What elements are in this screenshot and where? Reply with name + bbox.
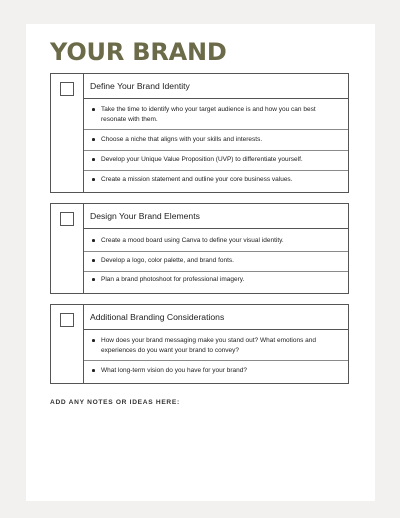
list-item-text: How does your brand messaging make you stand out? What emotions and experiences do you want your brand to convey? — [101, 337, 316, 354]
bullet — [92, 259, 95, 262]
list-item-text: Develop your Unique Value Proposition (UVP) to differentiate yourself. — [101, 156, 303, 163]
checkbox-column — [51, 305, 84, 383]
bullet — [92, 369, 95, 372]
list-item — [91, 366, 338, 376]
divider — [84, 251, 348, 252]
divider — [84, 271, 348, 272]
bullet — [92, 339, 95, 342]
page-title: YOUR BRAND — [50, 38, 227, 66]
bullet — [92, 138, 95, 141]
bullet — [92, 239, 95, 242]
list-item-text: Create a mission statement and outline your core business values. — [101, 176, 293, 183]
section-heading: Define Your Brand Identity — [84, 74, 348, 99]
divider — [84, 360, 348, 361]
list-item-text: Create a mood board using Canva to define your visual identity. — [101, 237, 284, 244]
bullet — [92, 178, 95, 181]
list-item — [91, 336, 338, 355]
divider — [84, 150, 348, 151]
section-brand-identity — [50, 73, 349, 193]
list-item-text: Plan a brand photoshoot for professional imagery. — [101, 276, 245, 283]
bullet — [92, 108, 95, 111]
list-item — [91, 256, 338, 266]
list-item — [91, 155, 338, 165]
section-body — [84, 330, 348, 383]
list-item-text: Choose a niche that aligns with your skills and interests. — [101, 136, 263, 143]
bullet — [92, 278, 95, 281]
list-item-text: Take the time to identify who your target audience is and how you can best resonate with them. — [101, 106, 316, 123]
notes-label: ADD ANY NOTES OR IDEAS HERE: — [50, 399, 180, 406]
section-body — [84, 99, 348, 192]
list-item — [91, 275, 338, 285]
list-item-text: What long-term vision do you have for your brand? — [101, 367, 247, 374]
checkbox-column — [51, 74, 84, 192]
list-item — [91, 105, 338, 124]
section-checkbox[interactable] — [60, 212, 74, 226]
section-brand-elements — [50, 203, 349, 294]
bullet — [92, 158, 95, 161]
section-body — [84, 229, 348, 293]
section-checkbox[interactable] — [60, 82, 74, 96]
section-branding-considerations — [50, 304, 349, 384]
divider — [84, 129, 348, 130]
list-item — [91, 175, 338, 185]
list-item — [91, 135, 338, 145]
list-item — [91, 236, 338, 246]
section-heading: Design Your Brand Elements — [84, 204, 348, 229]
divider — [84, 170, 348, 171]
section-checkbox[interactable] — [60, 313, 74, 327]
checkbox-column — [51, 204, 84, 293]
worksheet-page — [26, 24, 375, 501]
section-heading: Additional Branding Considerations — [84, 305, 348, 330]
list-item-text: Develop a logo, color palette, and brand fonts. — [101, 257, 234, 264]
